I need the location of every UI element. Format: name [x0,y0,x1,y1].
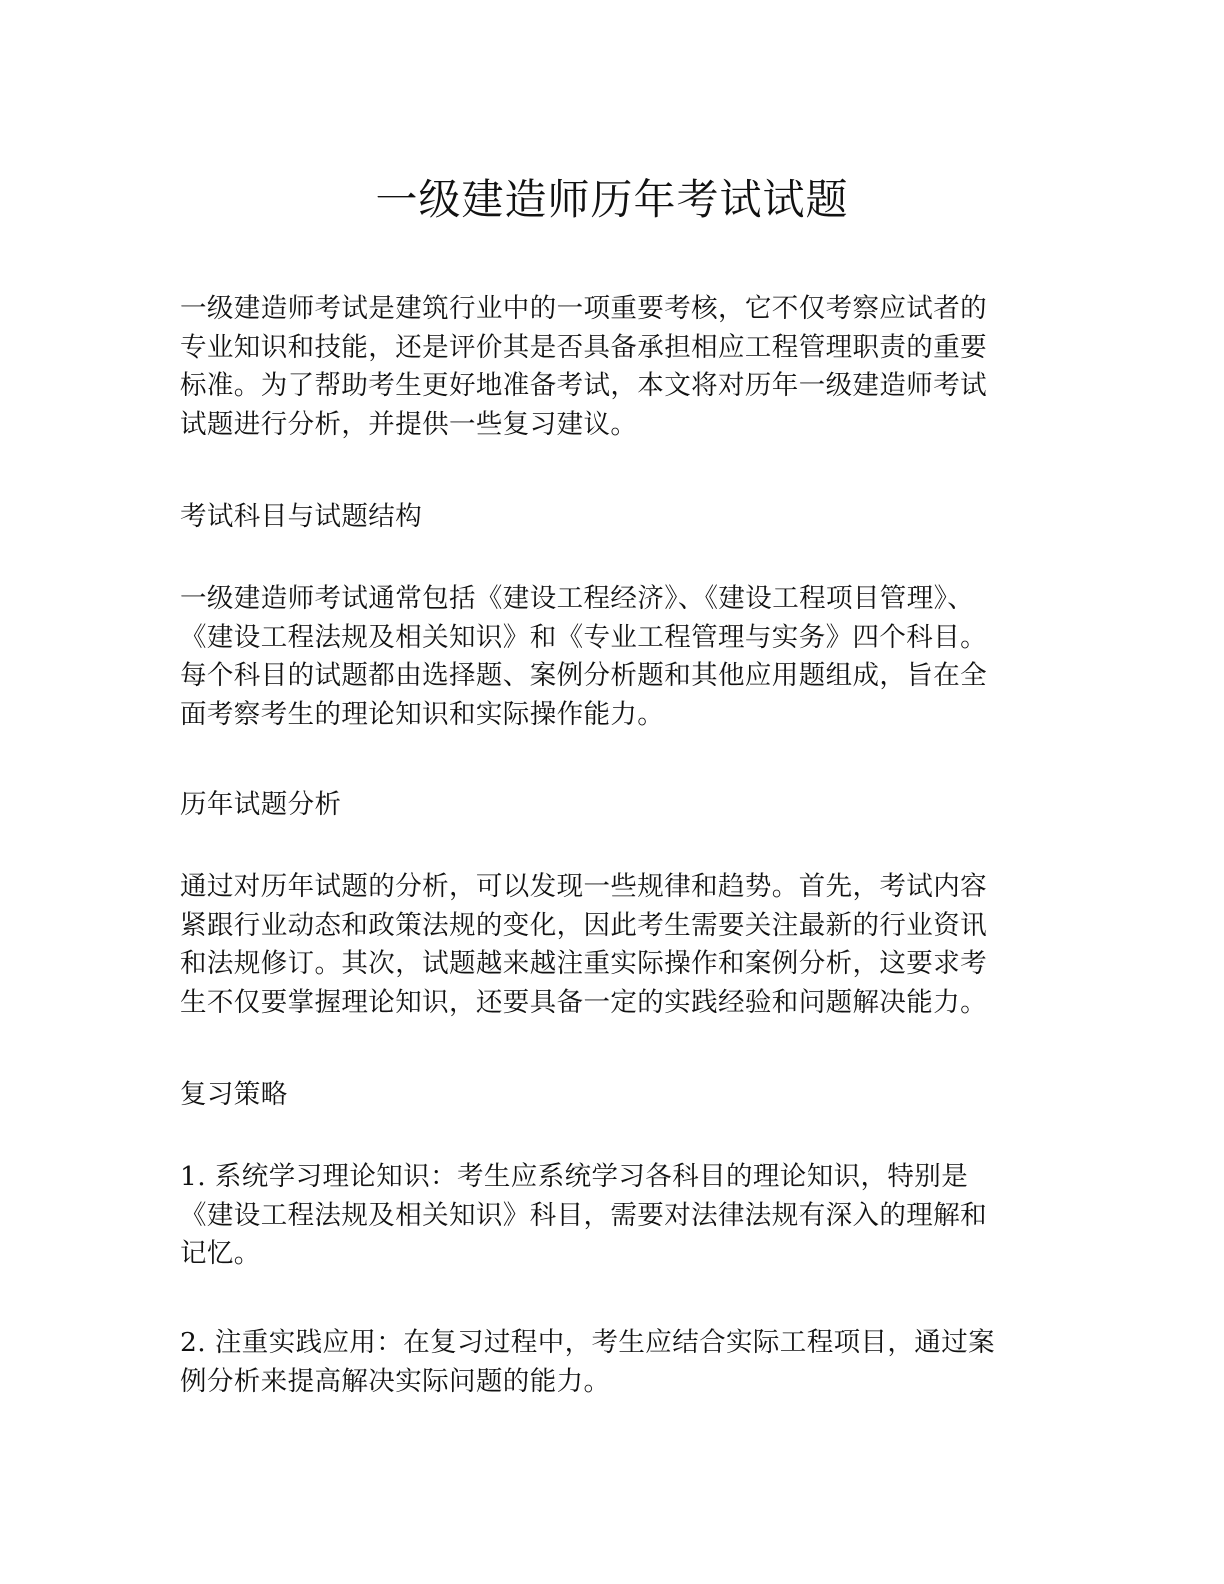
intro-paragraph [180,290,1048,444]
section-heading-review-strategy [180,1076,1048,1115]
intro-line-1: 一级建造师考试是建筑行业中的一项重要考核，它不仅考察应试者的 [180,293,987,324]
section2-line-4: 生不仅要掌握理论知识，还要具备一定的实践经验和问题解决能力。 [180,986,987,1018]
strategy1-line-3: 记忆。 [180,1238,261,1269]
intro-line-4: 试题进行分析，并提供一些复习建议。 [180,408,638,440]
section2-line-1: 通过对历年试题的分析，可以发现一些规律和趋势。首先，考试内容 [180,871,987,902]
strategy2-line-1: 2. 注重实践应用：在复习过程中，考生应结合实际工程项目，通过案 [180,1327,996,1358]
section2-line-2: 紧跟行业动态和政策法规的变化，因此考生需要关注最新的行业资讯 [180,909,987,941]
intro-line-3: 标准。为了帮助考生更好地准备考试，本文将对历年一级建造师考试 [180,370,987,401]
strategy1-line-1: 1. 系统学习理论知识：考生应系统学习各科目的理论知识，特别是 [180,1161,969,1192]
strategy-item-2 [180,1324,1048,1401]
section-heading-past-analysis [180,786,1048,825]
section1-line-3: 每个科目的试题都由选择题、案例分析题和其他应用题组成，旨在全 [180,660,987,691]
strategy-item-1 [180,1158,1048,1274]
exam-structure-paragraph [180,580,1048,734]
heading-2-text: 历年试题分析 [180,789,342,820]
section1-line-4: 面考察考生的理论知识和实际操作能力。 [180,698,665,730]
section2-line-3: 和法规修订。其次，试题越来越注重实际操作和案例分析，这要求考 [180,948,987,979]
section1-line-2: 《建设工程法规及相关知识》和《专业工程管理与实务》四个科目。 [180,621,987,653]
section1-line-1: 一级建造师考试通常包括《建设工程经济》、《建设工程项目管理》、 [180,583,975,614]
strategy2-line-2: 例分析来提高解决实际问题的能力。 [180,1365,611,1397]
intro-line-2: 专业知识和技能，还是评价其是否具备承担相应工程管理职责的重要 [180,331,987,363]
heading-1-text: 考试科目与试题结构 [180,501,423,532]
document-title: 一级建造师历年考试试题 [375,175,849,224]
analysis-paragraph [180,868,1048,1022]
section-heading-exam-subjects [180,498,1048,537]
heading-3-text: 复习策略 [180,1079,288,1110]
strategy1-line-2: 《建设工程法规及相关知识》科目，需要对法律法规有深入的理解和 [180,1199,987,1231]
